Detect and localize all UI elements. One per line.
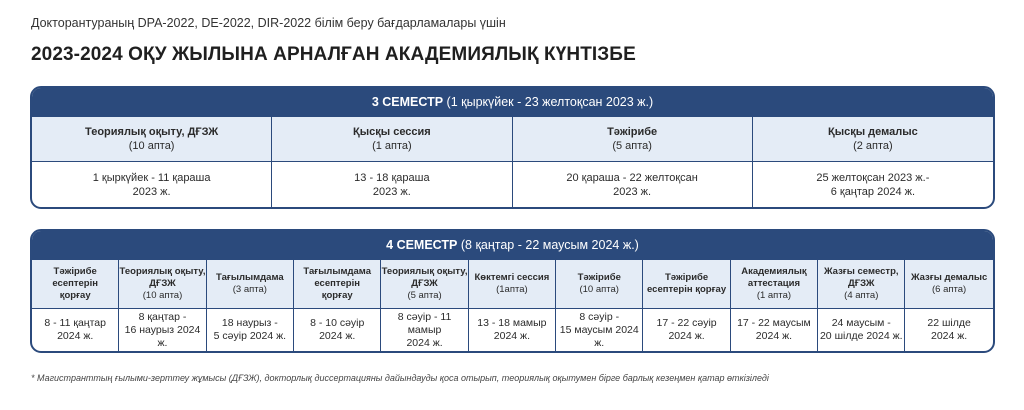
period-duration: (1 апта) <box>756 290 792 301</box>
sem4-col-header <box>469 260 556 308</box>
period-dates: 13 - 18 мамыр 2024 ж. <box>477 317 547 342</box>
period-dates: 17 - 22 маусым 2024 ж. <box>737 317 811 342</box>
period-dates: 17 - 22 сәуір 2024 ж. <box>656 317 717 342</box>
period-duration: (4 апта) <box>844 290 879 301</box>
period-duration: (2 апта) <box>853 140 893 152</box>
sem3-date-cell <box>272 162 512 207</box>
period-name: Қысқы сессия <box>353 126 431 138</box>
period-dates: 8 сәуір - 11 мамыр 2024 ж. <box>397 310 452 349</box>
sem4-date-cell <box>905 309 992 351</box>
semester-4-range: (8 қаңтар - 22 маусым 2024 ж.) <box>460 238 639 252</box>
period-name: Жазғы демалыс <box>910 272 988 283</box>
period-dates: 1 қыркүйек - 11 қараша 2023 ж. <box>92 171 211 198</box>
period-name: Теориялық оқыту, ДҒЗЖ <box>119 266 206 289</box>
sem3-col-header <box>272 117 512 161</box>
sem4-col-header <box>643 260 730 308</box>
sem3-date-cell <box>753 162 993 207</box>
sem4-col-header <box>32 260 119 308</box>
sem3-date-cell <box>513 162 753 207</box>
sem4-col-header <box>207 260 294 308</box>
period-dates: 25 желтоқсан 2023 ж.- 6 қаңтар 2024 ж. <box>816 171 930 198</box>
sem4-col-header <box>818 260 905 308</box>
period-duration: (6 апта) <box>932 284 967 295</box>
semester-3-table <box>30 86 995 209</box>
period-name: Тәжірибе есептерін қорғау <box>52 266 98 301</box>
period-dates: 20 қараша - 22 желтоқсан 2023 ж. <box>566 171 698 198</box>
semester-3-header <box>32 88 993 117</box>
period-dates: 8 қаңтар - 16 наурыз 2024 ж. <box>124 310 201 349</box>
sem4-date-cell <box>469 309 556 351</box>
period-name: Тәжірибе <box>577 272 621 283</box>
sem4-col-header <box>294 260 381 308</box>
sem4-col-header <box>905 260 992 308</box>
sem4-date-cell <box>207 309 294 351</box>
sem4-date-cell <box>818 309 905 351</box>
sem4-date-cell <box>556 309 643 351</box>
semester-3-label: 3 СЕМЕСТР <box>371 95 444 109</box>
period-duration: (1апта) <box>496 284 528 295</box>
period-name: Тағылымдама есептерін қорғау <box>303 266 371 301</box>
sem4-date-cell <box>643 309 730 351</box>
sem4-date-cell <box>119 309 206 351</box>
period-name: Тағылымдама <box>216 272 284 283</box>
period-name: Қысқы демалыс <box>828 126 918 138</box>
period-duration: (10 апта) <box>142 290 183 301</box>
sem4-col-header <box>381 260 468 308</box>
sem4-col-header <box>556 260 643 308</box>
period-duration: (5 апта) <box>407 290 442 301</box>
period-dates: 18 наурыз - 5 сәуір 2024 ж. <box>213 317 287 342</box>
sem3-col-header <box>513 117 753 161</box>
semester-4-label: 4 СЕМЕСТР <box>386 238 458 252</box>
period-duration: (5 апта) <box>612 140 652 152</box>
semester-4-header <box>32 231 993 260</box>
sem4-col-header <box>119 260 206 308</box>
sem3-col-header <box>753 117 993 161</box>
period-dates: 22 шілде 2024 ж. <box>927 317 971 342</box>
semester-3-range: (1 қыркүйек - 23 желтоқсан 2023 ж.) <box>446 95 654 109</box>
period-name: Тәжірибе есептерін қорғау <box>647 272 727 295</box>
sem4-date-cell <box>32 309 119 351</box>
period-dates: 13 - 18 қараша 2023 ж. <box>354 171 430 198</box>
period-duration: (3 апта) <box>232 284 267 295</box>
period-name: Теориялық оқыту, ДҒЗЖ <box>85 126 219 138</box>
sem3-date-cell <box>32 162 272 207</box>
period-dates: 8 - 10 сәуір 2024 ж. <box>310 317 365 342</box>
sem4-date-cell <box>381 309 468 351</box>
semester-4-table <box>30 229 995 353</box>
period-dates: 8 сәуір - 15 маусым 2024 ж. <box>559 310 639 349</box>
period-duration: (10 апта) <box>128 140 175 152</box>
period-dates: 8 - 11 қаңтар 2024 ж. <box>44 317 106 342</box>
period-duration: (1 апта) <box>372 140 412 152</box>
document-subtitle: Докторантураның DPA-2022, DE-2022, DIR-2022 білім беру бағдарламалары үшін <box>31 16 506 30</box>
period-name: Жазғы семестр, ДҒЗЖ <box>823 266 899 289</box>
period-dates: 24 маусым - 20 шілде 2024 ж. <box>819 317 903 342</box>
period-name: Тәжірибе <box>607 126 658 138</box>
sem4-col-header <box>731 260 818 308</box>
sem3-col-header <box>32 117 272 161</box>
period-name: Көктемгі сессия <box>474 272 550 283</box>
sem4-date-cell <box>731 309 818 351</box>
page-title: 2023-2024 ОҚУ ЖЫЛЫНА АРНАЛҒАН АКАДЕМИЯЛЫҚ КҮНТІЗБЕ <box>31 44 636 65</box>
period-name: Академиялық аттестация <box>741 266 807 289</box>
period-name: Теориялық оқыту, ДҒЗЖ <box>381 266 468 289</box>
sem4-date-cell <box>294 309 381 351</box>
footnote: * Магистранттың ғылыми-зерттеу жұмысы (ДҒЗЖ), докторлық диссертацияны дайындауды қоса отырып, теориялық оқытумен бірге барлық кезеңмен қатар өткізіледі <box>31 373 769 383</box>
period-duration: (10 апта) <box>579 284 619 295</box>
